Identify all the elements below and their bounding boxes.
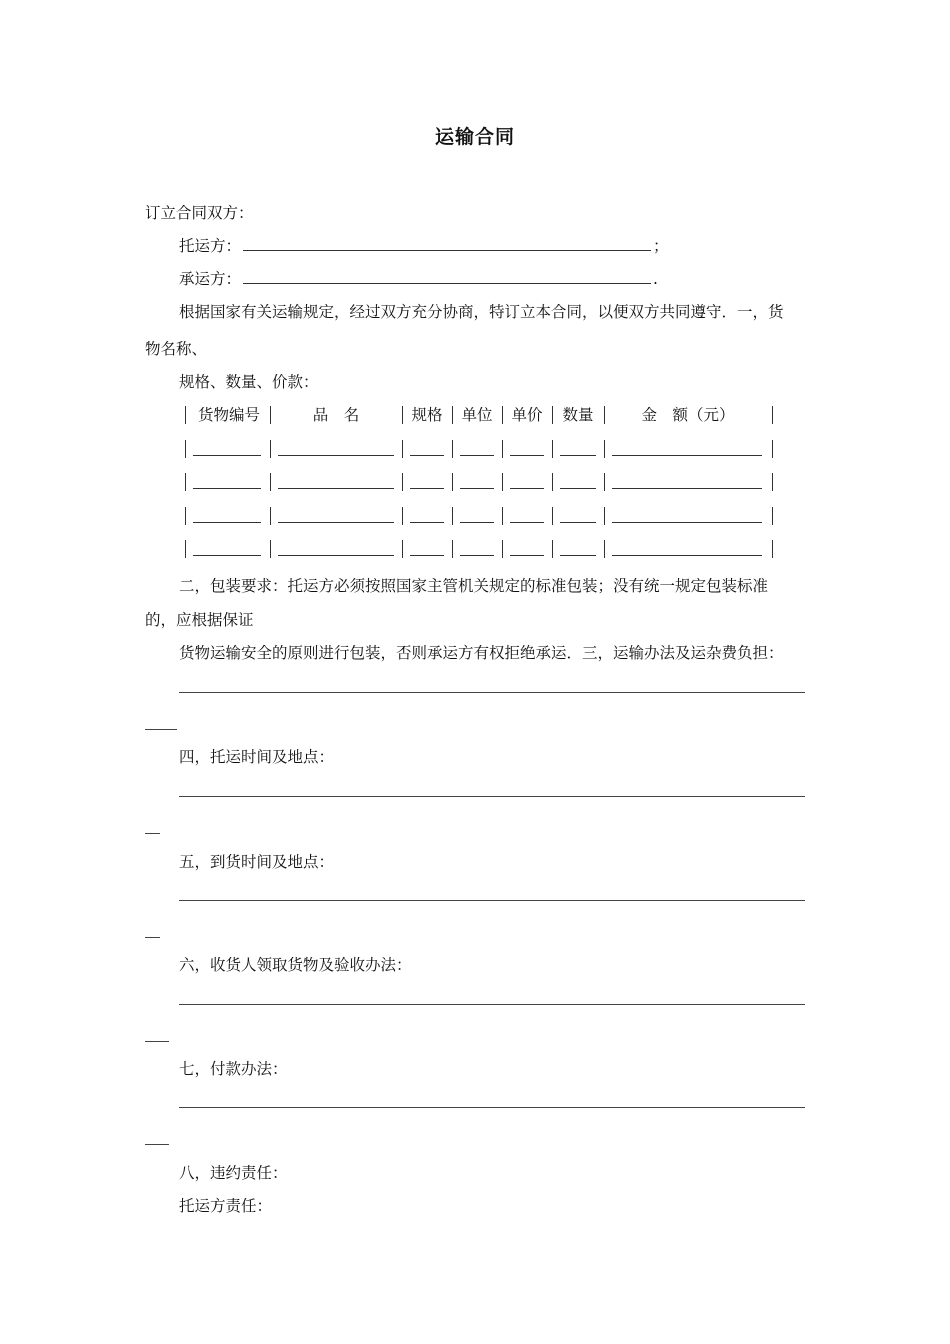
clause-7-heading: 七，付款办法： xyxy=(179,1060,288,1078)
payment-method-field-continuation[interactable] xyxy=(145,1144,169,1145)
cell-spec[interactable] xyxy=(410,488,444,489)
table-separator xyxy=(452,540,453,558)
shipper-label: 托运方： xyxy=(179,237,242,255)
cell-product-name[interactable] xyxy=(278,522,394,523)
table-separator xyxy=(502,473,503,491)
table-separator xyxy=(772,540,773,558)
table-separator xyxy=(772,440,773,458)
intro-line-3: 规格、数量、价款： xyxy=(179,373,319,391)
cell-product-name[interactable] xyxy=(278,488,394,489)
table-separator xyxy=(402,540,403,558)
cell-amount[interactable] xyxy=(612,455,762,456)
table-separator xyxy=(270,440,271,458)
table-separator xyxy=(452,406,453,424)
clause-5-heading: 五，到货时间及地点： xyxy=(179,853,335,871)
table-separator xyxy=(552,406,553,424)
cell-goods-number[interactable] xyxy=(193,522,261,523)
table-separator xyxy=(552,473,553,491)
header-amount: 金 额（元） xyxy=(641,406,735,424)
cell-unit-price[interactable] xyxy=(510,488,544,489)
cell-spec[interactable] xyxy=(410,555,444,556)
table-separator xyxy=(270,406,271,424)
goods-table-header xyxy=(181,404,781,426)
cell-unit[interactable] xyxy=(460,488,494,489)
shipper-liability-heading: 托运方责任： xyxy=(179,1197,273,1215)
cell-quantity[interactable] xyxy=(560,555,596,556)
clause-6-heading: 六，收货人领取货物及验收办法： xyxy=(179,956,412,974)
carrier-line xyxy=(179,269,658,289)
table-separator xyxy=(502,440,503,458)
intro-line-1: 根据国家有关运输规定，经过双方充分协商，特订立本合同，以便双方共同遵守．一，货 xyxy=(179,303,784,321)
table-separator xyxy=(402,440,403,458)
shipper-name-field[interactable] xyxy=(243,236,651,251)
table-separator xyxy=(185,406,186,424)
cell-amount[interactable] xyxy=(612,488,762,489)
cell-unit[interactable] xyxy=(460,455,494,456)
table-separator xyxy=(402,507,403,525)
shipping-time-place-field[interactable] xyxy=(179,796,805,797)
cell-product-name[interactable] xyxy=(278,555,394,556)
header-quantity: 数量 xyxy=(562,406,594,424)
table-separator xyxy=(552,540,553,558)
table-separator xyxy=(772,406,773,424)
goods-table-row xyxy=(181,538,781,560)
cell-spec[interactable] xyxy=(410,455,444,456)
cell-goods-number[interactable] xyxy=(193,455,261,456)
table-separator xyxy=(604,507,605,525)
table-separator xyxy=(604,540,605,558)
document-title: 运输合同 xyxy=(434,126,515,148)
cell-unit[interactable] xyxy=(460,522,494,523)
goods-table-row xyxy=(181,438,781,460)
cell-unit-price[interactable] xyxy=(510,455,544,456)
arrival-time-place-field-continuation[interactable] xyxy=(145,937,160,938)
header-unit-price: 单价 xyxy=(511,406,543,424)
carrier-label: 承运方： xyxy=(179,270,242,288)
packaging-line-3: 货物运输安全的原则进行包装，否则承运方有权拒绝承运．三，运输办法及运杂费负担： xyxy=(179,644,784,662)
packaging-line-2: 的，应根据保证 xyxy=(145,611,254,629)
cell-quantity[interactable] xyxy=(560,488,596,489)
table-separator xyxy=(270,473,271,491)
table-separator xyxy=(185,473,186,491)
table-separator xyxy=(185,540,186,558)
table-separator xyxy=(185,440,186,458)
table-separator xyxy=(452,473,453,491)
cell-goods-number[interactable] xyxy=(193,555,261,556)
goods-table-row xyxy=(181,505,781,527)
table-separator xyxy=(270,507,271,525)
table-separator xyxy=(772,473,773,491)
carrier-name-field[interactable] xyxy=(243,269,651,284)
header-spec: 规格 xyxy=(411,406,443,424)
goods-table-row xyxy=(181,471,781,493)
arrival-time-place-field[interactable] xyxy=(179,900,805,901)
receipt-inspection-field[interactable] xyxy=(179,1004,805,1005)
table-separator xyxy=(502,540,503,558)
table-separator xyxy=(502,507,503,525)
cell-unit-price[interactable] xyxy=(510,522,544,523)
table-separator xyxy=(604,440,605,458)
clause-8-heading: 八，违约责任： xyxy=(179,1164,288,1182)
cell-product-name[interactable] xyxy=(278,455,394,456)
header-unit: 单位 xyxy=(461,406,493,424)
table-separator xyxy=(270,540,271,558)
shipper-line-end: ； xyxy=(653,237,669,255)
carrier-line-end: . xyxy=(653,270,658,288)
table-separator xyxy=(772,507,773,525)
table-separator xyxy=(604,473,605,491)
cell-amount[interactable] xyxy=(612,555,762,556)
table-separator xyxy=(502,406,503,424)
clause-4-heading: 四，托运时间及地点： xyxy=(179,748,335,766)
cell-spec[interactable] xyxy=(410,522,444,523)
intro-line-2: 物名称、 xyxy=(145,340,208,358)
table-separator xyxy=(452,507,453,525)
cell-quantity[interactable] xyxy=(560,455,596,456)
cell-amount[interactable] xyxy=(612,522,762,523)
packaging-line-1: 二，包装要求：托运方必须按照国家主管机关规定的标准包装；没有统一规定包装标准 xyxy=(179,577,769,595)
table-separator xyxy=(452,440,453,458)
shipping-time-place-field-continuation[interactable] xyxy=(145,833,160,834)
table-separator xyxy=(402,473,403,491)
table-separator xyxy=(552,440,553,458)
receipt-inspection-field-continuation[interactable] xyxy=(145,1041,169,1042)
cell-quantity[interactable] xyxy=(560,522,596,523)
transport-method-field-continuation[interactable] xyxy=(145,729,177,730)
shipper-line xyxy=(179,236,669,256)
header-product-name: 品 名 xyxy=(312,406,360,424)
payment-method-field[interactable] xyxy=(179,1107,805,1108)
table-separator xyxy=(552,507,553,525)
header-goods-number: 货物编号 xyxy=(197,406,260,424)
cell-goods-number[interactable] xyxy=(193,488,261,489)
table-separator xyxy=(185,507,186,525)
cell-unit-price[interactable] xyxy=(510,555,544,556)
table-separator xyxy=(604,406,605,424)
table-separator xyxy=(402,406,403,424)
transport-method-field[interactable] xyxy=(179,692,805,693)
cell-unit[interactable] xyxy=(460,555,494,556)
parties-heading: 订立合同双方： xyxy=(145,204,254,222)
